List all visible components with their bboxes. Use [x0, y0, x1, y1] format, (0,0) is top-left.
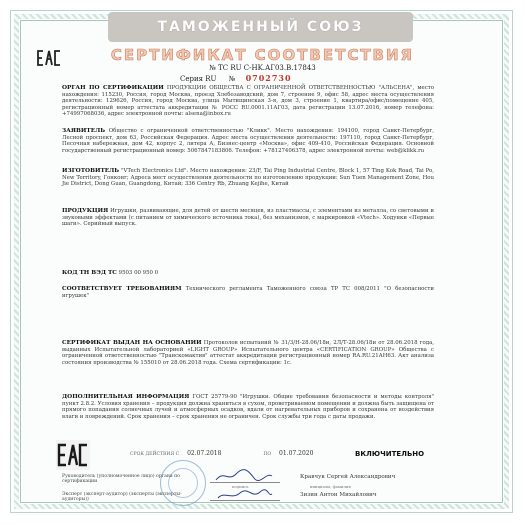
valid-to-date: 01.07.2020 [279, 450, 314, 457]
validity-row [130, 450, 353, 457]
organ-text: ПРОДУКЦИИ ОБЩЕСТВА С ОГРАНИЧЕННОЙ ОТВЕТСТВЕННОСТЬЮ "АЛЬСЕНА", место нахождения: 115230, Россия, город Москва, проезд Хлебозаводский, дом 7, строение 9, офис 58, адрес места осуществления деятельности: 129626, Россия, город Москва, улица Мытищинская 3-я, дом 3, строение 1, квартира/офис/помещение 405, регистрационный номер аттестата аккредитации № РОСС RU.0001.11АГ03, дата регистрации 13.07.2016, номер телефона: +74997068036, адрес электронной почты: alsena@inbox.ru [62, 85, 434, 118]
manufacturer-label: ИЗГОТОВИТЕЛЬ [62, 168, 120, 174]
additional-info-text: ГОСТ 25779-90 "Игрушки. Общие требования безопасности и методы контроля" пункт 2.8.2. Условия хранения – продукция должна храниться в сухом, проветриваемом помещении и должна быть защищена от прямого попадания солнечных лучей и атмосферных осадков, вдали от нагревательных приборов и сохранена от воздействия влаги и повреждений. Срок хранения – срок хранения не ограничен. Срок службы три года с даты продажи. [62, 394, 434, 420]
conformity-label: СООТВЕТСТВУЕТ ТРЕБОВАНИЯМ [62, 286, 182, 292]
basis-label: СЕРТИФИКАТ ВЫДАН НА ОСНОВАНИИ [62, 340, 202, 346]
certificate-title: СЕРТИФИКАТ СООТВЕТСТВИЯ [110, 46, 415, 64]
valid-from-date: 02.07.2018 [187, 450, 222, 457]
valid-from-label: СРОК ДЕЙСТВИЯ С [130, 452, 180, 457]
expert-role: Эксперт (эксперт-аудитор) (эксперты (эксперты-аудиторы)) [62, 492, 182, 503]
inclusive-label: ВКЛЮЧИТЕЛЬНО [355, 450, 425, 458]
applicant-text: Общество с ограниченной ответственностью "Кликк". Место нахождения: 194100, город Санкт-Петербург, Лесной проспект, дом 63, Российская Федерация. Адрес места осуществления деятельности: 197110, город Санкт-Петербург, Песочная набережная, дом 42, корпус 2, литера А, Бизнес-центр «Москва», офис 409-410, Российская Федерация. Основной государственный регистрационный номер: 5067847183806. Телефон: +78127406378, адрес электронной почты: web@klikk.ru [62, 128, 434, 154]
head-role: Руководитель (уполномоченное лицо) органа по сертификации [62, 474, 180, 485]
conformity-text: Технического регламента Таможенного союза ТР ТС 008/2011 "О безопасности игрушек" [62, 286, 435, 299]
conformity-section [62, 286, 434, 299]
tn-ved-code: 9503 00 950 0 [118, 270, 159, 276]
customs-union-banner [108, 12, 413, 42]
series-prefix: № [228, 75, 236, 83]
certificate-number: № ТС RU C-HK.АГ03.В.17843 [209, 64, 316, 72]
head-signature-icon [214, 468, 274, 484]
organ-label: ОРГАН ПО СЕРТИФИКАЦИИ [62, 85, 164, 91]
banner-text: ТАМОЖЕННЫЙ СОЮЗ [157, 19, 364, 35]
organ-section [62, 85, 434, 118]
product-text: Игрушки, развивающие, для детей от шести месяцев, из пластмассы, с элементами из металла, со световыми и звуковыми эффектами (с питанием от химического источника тока), без механизмов, с маркировкой «Vtech». Ходунки «Первые шаги». Серийный выпуск. [62, 208, 434, 228]
manufacturer-text: "VTech Electronics Ltd". Место нахождения: 23/F, Tai Ping Industrial Centre, Block 1, 57 Ting Kok Road, Tai Po, New Territory, Гонконг; Адреса мест осуществления деятельности по изготовлению продукции: Sun Tuen Management Zone, Hou Jie District, Dong Guan, Guangdong, Китай; 336 Centry Rb, Zhuang Kejihe, Китай [62, 168, 434, 188]
product-label: ПРОДУКЦИЯ [62, 208, 109, 214]
expert-name: Зизин Антон Михайлович [300, 492, 377, 498]
eac-mark-icon [56, 440, 90, 470]
series-label: Серия RU [180, 75, 217, 83]
head-sig-caption: подпись [232, 484, 249, 489]
tn-ved-section [62, 270, 434, 277]
tn-ved-label: КОД ТН ВЭД ТС [62, 270, 117, 276]
head-name: Кравчук Сергей Александрович [300, 474, 396, 480]
expert-signature-icon [216, 488, 274, 502]
manufacturer-section [62, 168, 434, 188]
valid-to-label: ПО [263, 452, 272, 457]
series-line [180, 73, 292, 83]
basis-section [62, 340, 434, 366]
additional-info-section [62, 394, 434, 420]
applicant-section [62, 128, 434, 154]
applicant-label: ЗАЯВИТЕЛЬ [62, 128, 106, 134]
additional-info-label: ДОПОЛНИТЕЛЬНАЯ ИНФОРМАЦИЯ [62, 394, 190, 400]
product-section [62, 208, 434, 228]
series-number: 0702730 [245, 73, 292, 83]
head-name-caption: инициалы, фамилия [310, 484, 351, 489]
basis-text: Протоколов испытаний № 31/3/Н-28.06/18и, 2Л/Т-28.06/18и от 28.06.2018 года, выданных Испытательной лабораторией «LIGHT GROUP» Испытательного центра «CERTIFICATION GROUP» Общества с ограниченной ответственностью "Транскомактив" аттестат аккредитации регистрационный номер RA.RU.21АН63. Акт анализа состояния производства № 155010 от 28.06.2018 года. Схема сертификации: 1с. [62, 340, 434, 366]
